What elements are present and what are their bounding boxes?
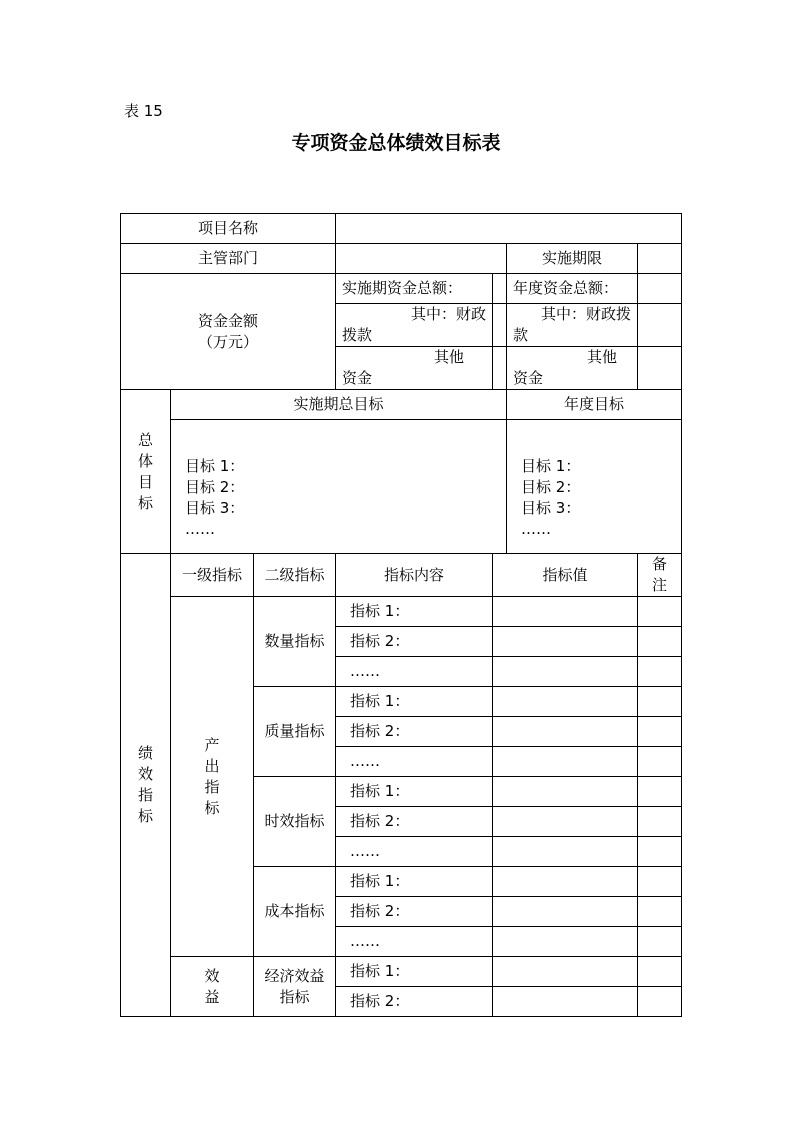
impl-fiscal-value[interactable] — [493, 304, 507, 347]
indicator-content: 指标 2： — [336, 807, 493, 837]
impl-total-value[interactable] — [493, 274, 507, 304]
indicator-content: 指标 1： — [336, 777, 493, 807]
impl-other-label — [336, 347, 493, 390]
indicator-value[interactable] — [493, 717, 638, 747]
indicator-value[interactable] — [493, 807, 638, 837]
fund-amount-line1: 资金金额 — [198, 311, 259, 330]
annual-goal-item: 目标 2： — [521, 478, 581, 496]
indicator-content: …… — [336, 837, 493, 867]
indicator-remark[interactable] — [638, 627, 682, 657]
performance-goal-table — [120, 213, 682, 1017]
indicator-content: 指标 2： — [336, 627, 493, 657]
annual-fiscal-line1: 其中：财政拨 — [541, 305, 632, 323]
indicator-remark[interactable] — [638, 717, 682, 747]
indicator-content: 指标 1： — [336, 957, 493, 987]
impl-goal-item: 目标 2： — [185, 478, 245, 496]
fund-amount-label — [121, 274, 336, 390]
department-label: 主管部门 — [121, 244, 336, 274]
indicator-remark[interactable] — [638, 657, 682, 687]
impl-goal-item: …… — [185, 520, 215, 538]
economic-benefit-line2: 指标 — [279, 987, 310, 1006]
overall-goal-side-label: 总 体 目 标 — [121, 390, 171, 554]
indicator-content: …… — [336, 747, 493, 777]
indicator-remark[interactable] — [638, 927, 682, 957]
economic-benefit-indicator-label — [254, 957, 336, 1017]
annual-goal-item: 目标 1： — [521, 457, 581, 475]
indicator-content: 指标 1： — [336, 687, 493, 717]
indicator-value[interactable] — [493, 687, 638, 717]
indicator-value[interactable] — [493, 597, 638, 627]
indicator-value[interactable] — [493, 657, 638, 687]
impl-period-value[interactable] — [638, 244, 682, 274]
annual-fiscal-value[interactable] — [638, 304, 682, 347]
impl-fiscal-label — [336, 304, 493, 347]
indicator-content: 指标 1： — [336, 867, 493, 897]
indicator-remark[interactable] — [638, 897, 682, 927]
economic-benefit-line1: 经济效益 — [264, 966, 325, 985]
annual-goal-content[interactable] — [507, 420, 682, 554]
project-name-value[interactable] — [336, 214, 682, 244]
indicator-value[interactable] — [493, 957, 638, 987]
remark-header: 备 注 — [638, 554, 682, 597]
indicator-content: 指标 2： — [336, 897, 493, 927]
impl-fiscal-line2: 拨款 — [342, 326, 373, 344]
annual-total-value[interactable] — [638, 274, 682, 304]
indicator-content: 指标 1： — [336, 597, 493, 627]
annual-other-line1: 其他 — [587, 348, 618, 366]
impl-goal-item: 目标 3： — [185, 499, 245, 517]
annual-fiscal-line2: 款 — [513, 326, 529, 344]
impl-other-value[interactable] — [493, 347, 507, 390]
indicator-value[interactable] — [493, 627, 638, 657]
performance-side-label: 绩 效 指 标 — [121, 554, 171, 1017]
quality-indicator-label: 质量指标 — [254, 687, 336, 777]
content-header: 指标内容 — [336, 554, 493, 597]
indicator-content: …… — [336, 657, 493, 687]
project-name-label: 项目名称 — [121, 214, 336, 244]
impl-goal-item: 目标 1： — [185, 457, 245, 475]
indicator-value[interactable] — [493, 927, 638, 957]
indicator-remark[interactable] — [638, 597, 682, 627]
table-number-label: 表 15 — [124, 102, 163, 120]
indicator-value[interactable] — [493, 837, 638, 867]
annual-goal-item: 目标 3： — [521, 499, 581, 517]
indicator-remark[interactable] — [638, 687, 682, 717]
impl-fiscal-line1: 其中：财政 — [411, 305, 487, 323]
benefit-indicator-label: 效 益 — [171, 957, 254, 1017]
indicator-value[interactable] — [493, 987, 638, 1017]
indicator-value[interactable] — [493, 777, 638, 807]
indicator-remark[interactable] — [638, 987, 682, 1017]
level1-header: 一级指标 — [171, 554, 254, 597]
annual-other-value[interactable] — [638, 347, 682, 390]
indicator-value[interactable] — [493, 867, 638, 897]
indicator-remark[interactable] — [638, 777, 682, 807]
annual-total-label: 年度资金总额： — [507, 274, 638, 304]
page-title: 专项资金总体绩效目标表 — [291, 132, 501, 154]
annual-goal-item: …… — [521, 520, 552, 538]
output-indicator-label: 产 出 指 标 — [171, 597, 254, 957]
impl-goal-content[interactable] — [171, 420, 507, 554]
department-value[interactable] — [336, 244, 507, 274]
indicator-remark[interactable] — [638, 807, 682, 837]
annual-goal-header: 年度目标 — [507, 390, 682, 420]
impl-goal-header: 实施期总目标 — [171, 390, 507, 420]
indicator-value[interactable] — [493, 747, 638, 777]
indicator-remark[interactable] — [638, 957, 682, 987]
annual-fiscal-label — [507, 304, 638, 347]
indicator-remark[interactable] — [638, 747, 682, 777]
level2-header: 二级指标 — [254, 554, 336, 597]
fund-amount-line2: （万元） — [198, 332, 259, 351]
impl-period-label: 实施期限 — [507, 244, 638, 274]
impl-total-label: 实施期资金总额： — [336, 274, 493, 304]
indicator-content: 指标 2： — [336, 987, 493, 1017]
impl-other-line2: 资金 — [342, 369, 373, 387]
indicator-value[interactable] — [493, 897, 638, 927]
annual-other-line2: 资金 — [513, 369, 544, 387]
value-header: 指标值 — [493, 554, 638, 597]
indicator-content: …… — [336, 927, 493, 957]
timeliness-indicator-label: 时效指标 — [254, 777, 336, 867]
annual-other-label — [507, 347, 638, 390]
cost-indicator-label: 成本指标 — [254, 867, 336, 957]
quantity-indicator-label: 数量指标 — [254, 597, 336, 687]
indicator-remark[interactable] — [638, 837, 682, 867]
indicator-content: 指标 2： — [336, 717, 493, 747]
indicator-remark[interactable] — [638, 867, 682, 897]
impl-other-line1: 其他 — [434, 348, 465, 366]
